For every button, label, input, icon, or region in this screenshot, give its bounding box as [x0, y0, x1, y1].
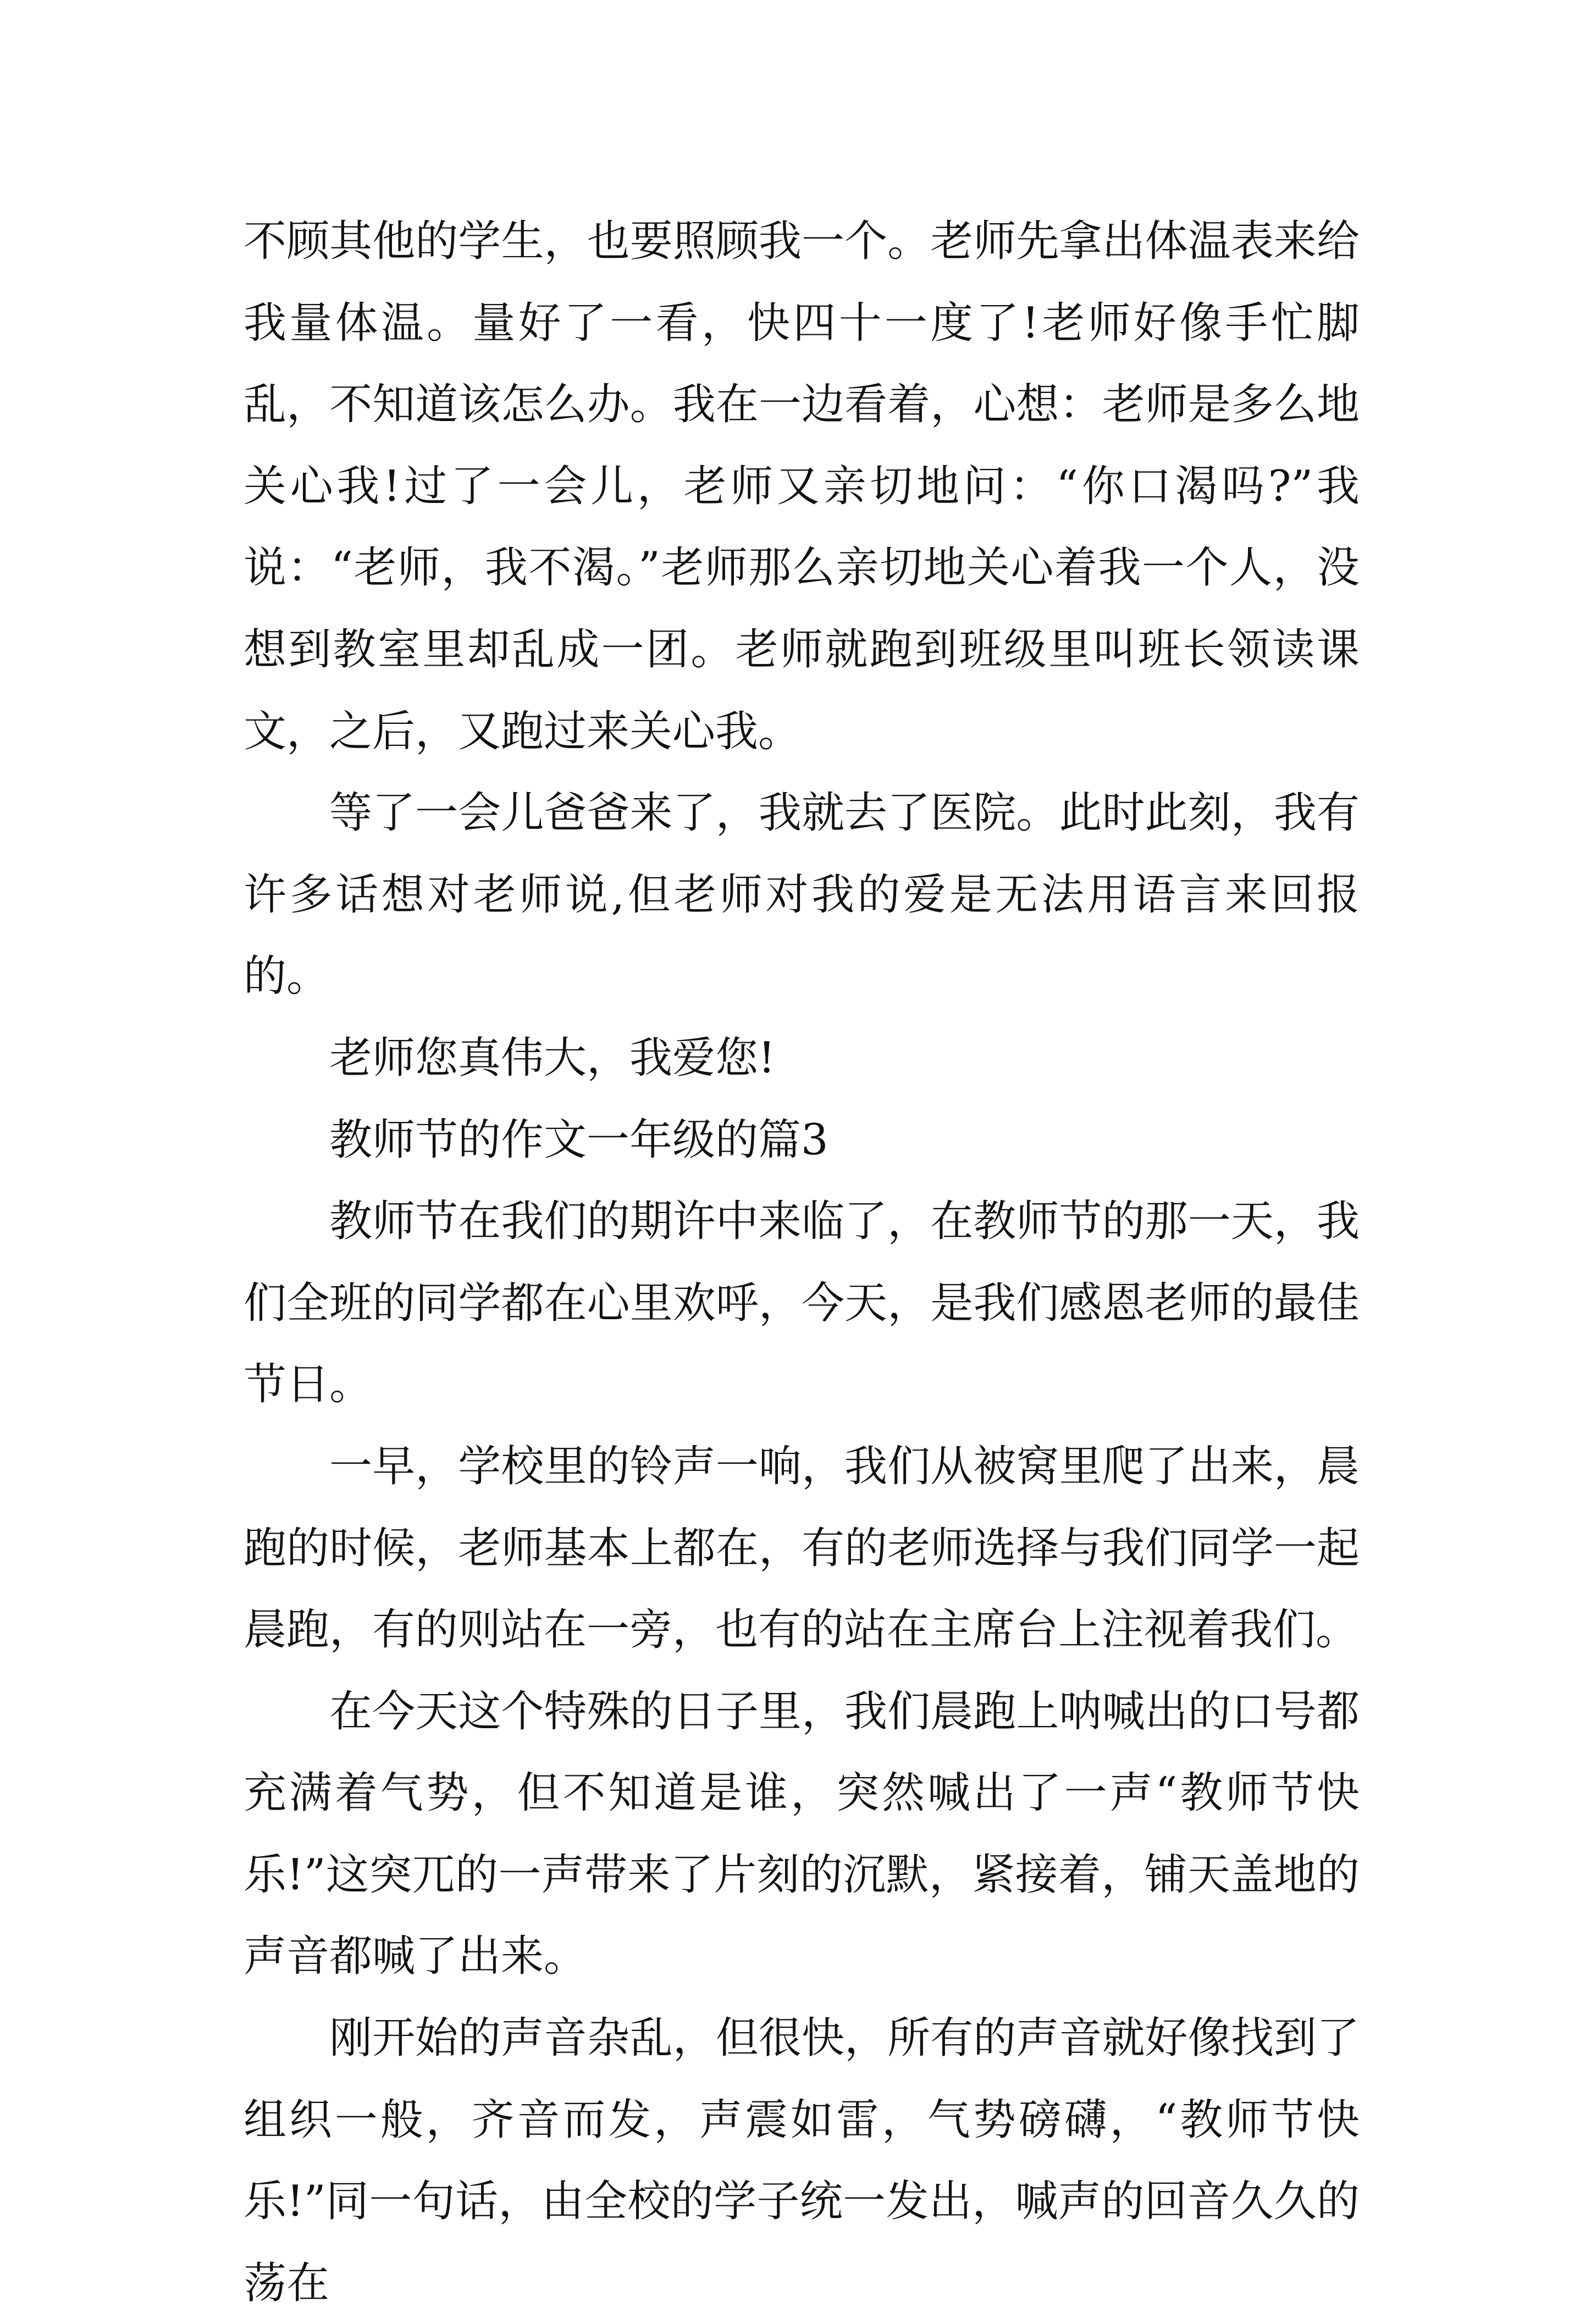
- paragraph-2: 等了一会儿爸爸来了，我就去了医院。此时此刻，我有许多话想对老师说,但老师对我的爱是无法用语言来回报的。: [244, 788, 1360, 1001]
- paragraph-4: 教师节在我们的期许中来临了，在教师节的那一天，我们全班的同学都在心里欢呼，今天，是我们感恩老师的最佳节日。: [244, 1197, 1360, 1410]
- paragraph-5: 一早，学校里的铃声一响，我们从被窝里爬了出来，晨跑的时候，老师基本上都在，有的老师选择与我们同学一起晨跑，有的则站在一旁，也有的站在主席台上注视着我们。: [244, 1441, 1360, 1655]
- paragraph-3: 老师您真伟大，我爱您!: [329, 1033, 776, 1083]
- document-body: [244, 201, 1360, 2324]
- paragraph-7: 刚开始的声音杂乱，但很快，所有的声音就好像找到了组织一般，齐音而发，声震如雷，气势磅礴，“教师节快乐!”同一句话，由全校的学子统一发出，喊声的回音久久的荡在: [244, 2013, 1360, 2308]
- section-heading: 教师节的作文一年级的篇3: [329, 1115, 828, 1165]
- paragraph-1: 不顾其他的学生，也要照顾我一个。老师先拿出体温表来给我量体温。量好了一看，快四十一度了!老师好像手忙脚乱，不知道该怎么办。我在一边看着，心想：老师是多么地关心我!过了一会儿，老师又亲切地问：“你口渴吗?”我说：“老师，我不渴。”老师那么亲切地关心着我一个人，没想到教室里却乱成一团。老师就跑到班级里叫班长领读课文，之后，又跑过来关心我。: [244, 217, 1360, 756]
- paragraph-6: 在今天这个特殊的日子里，我们晨跑上呐喊出的口号都充满着气势，但不知道是谁，突然喊出了一声“教师节快乐!”这突兀的一声带来了片刻的沉默，紧接着，铺天盖地的声音都喊了出来。: [244, 1686, 1360, 1982]
